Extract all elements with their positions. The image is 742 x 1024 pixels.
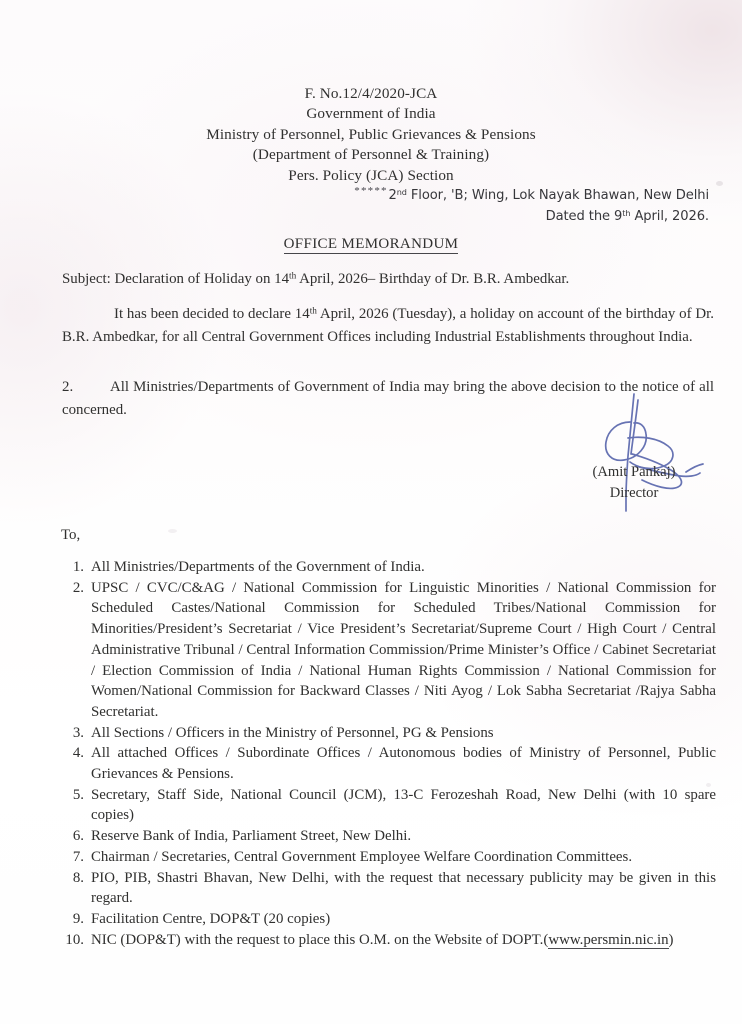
paragraph-2-text: All Ministries/Departments of Government of India may bring the above decision to the notice of all concerned. [62,379,714,418]
dated-line [388,207,709,228]
list-item [61,578,716,723]
dated-rest: April, 2026. [630,208,709,224]
list-item-text: Chairman / Secretaries, Central Government Employee Welfare Coordination Committees. [91,848,633,865]
list-item [61,847,716,868]
list-item-text: All attached Offices / Subordinate Offices / Autonomous bodies of Ministry of Personnel, Public Grievances & Pensions. [91,745,716,783]
department-line: (Department of Personnel & Training) [252,146,490,164]
list-item-number: 1. [72,559,84,575]
signatory-designation: Director [609,485,659,501]
office-memorandum-heading: OFFICE MEMORANDUM [283,236,459,252]
list-item-text [91,930,716,951]
list-item-number: 9. [72,910,84,927]
list-item-text: All Sections / Officers in the Ministry of Personnel, PG & Pensions [91,724,494,741]
paragraph-2-number: 2. [62,379,74,395]
list-item-text-before: NIC (DOP&T) with the request to place this O.M. on the Website of DOPT.( [91,931,549,948]
subject-rest: April, 2026– Birthday of Dr. B.R. Ambedkar. [296,271,570,287]
office-address [388,186,709,207]
list-item [61,723,716,744]
list-item [61,868,716,909]
list-item-text: All Ministries/Departments of the Government of India. [91,559,425,575]
dated-prefix: Dated the 9 [545,208,623,224]
address-floor-ordinal: nd [396,187,407,198]
list-item [61,557,716,578]
list-item-text: Reserve Bank of India, Parliament Street, New Delhi. [91,828,412,845]
dopt-website-link[interactable]: www.persmin.nic.in [548,931,669,948]
list-item-text: UPSC / CVC/C&AG / National Commission for Linguistic Minorities / National Commission for Scheduled Castes/National Commission for Scheduled Tribes/National Commission for Minorities/President’s Secretariat / Vice President’s Secretariat/Supreme Court / High Court / Central Administrative Tribunal / Central Information Commission/Prime Minister’s Office / Cabinet Secretariat / Election Commission of India / National Human Rights Commission / National Commission for Women/National Commission for Backward Classes / Niti Ayog / Lok Sabha Secretariat /Rajya Sabha Secretariat. [91,579,716,720]
paragraph-1-part-a: It has been decided to declare 14 [114,306,310,322]
body-paragraph-1 [62,303,714,348]
list-item-text-after: ) [668,931,674,948]
recipients-list [61,557,716,950]
list-item-text: Facilitation Centre, DOP&T (20 copies) [91,910,331,927]
list-item [61,826,716,847]
list-item-text: Secretary, Staff Side, National Council (JCM), 13-C Ferozeshah Road, New Delhi (with 10 spare copies) [91,786,716,824]
signatory-name: (Amit Pankaj) [592,464,676,480]
list-item [61,909,716,930]
government-line: Government of India [306,105,436,123]
document-header [0,84,742,198]
subject-line [62,269,716,290]
section-line: Pers. Policy (JCA) Section [288,166,454,184]
list-item-number: 2. [72,579,84,596]
signature-block [546,392,736,512]
ministry-line: Ministry of Personnel, Public Grievances & Pensions [206,125,536,143]
address-date-block [388,186,709,227]
list-item [61,785,716,826]
list-item-number: 5. [72,786,84,803]
list-item-text: PIO, PIB, Shastri Bhavan, New Delhi, with the request that necessary publicity may be given in this regard. [91,869,716,907]
list-item-number: 4. [72,745,84,762]
paragraph-1-part-b: April, 2026 (Tuesday), a holiday on account of the birthday of Dr. B.R. Ambedkar, for all Central Government Offices including Industrial Establishments throughout India. [62,306,714,345]
list-item [61,743,716,784]
list-item-number: 8. [72,869,84,886]
address-floor-number: 2 [388,188,397,203]
list-item-number: 10. [65,931,84,948]
paragraph-1-ordinal: th [309,305,317,316]
scan-artifact-speck [168,529,177,533]
to-label: To, [61,527,81,543]
star-separator: ***** [354,185,388,198]
list-item-number: 3. [72,724,84,741]
list-item-number: 7. [72,848,84,865]
file-number: F. No.12/4/2020-JCA [304,85,438,102]
list-item-number: 6. [72,828,84,845]
dated-ordinal: th [622,207,631,218]
page-title [0,236,742,253]
subject-ordinal: th [289,270,297,281]
list-item [61,930,716,951]
address-rest: Floor, 'B; Wing, Lok Nayak Bhawan, New Delhi [410,188,709,203]
subject-label: Subject: Declaration of Holiday on 14 [62,271,290,287]
